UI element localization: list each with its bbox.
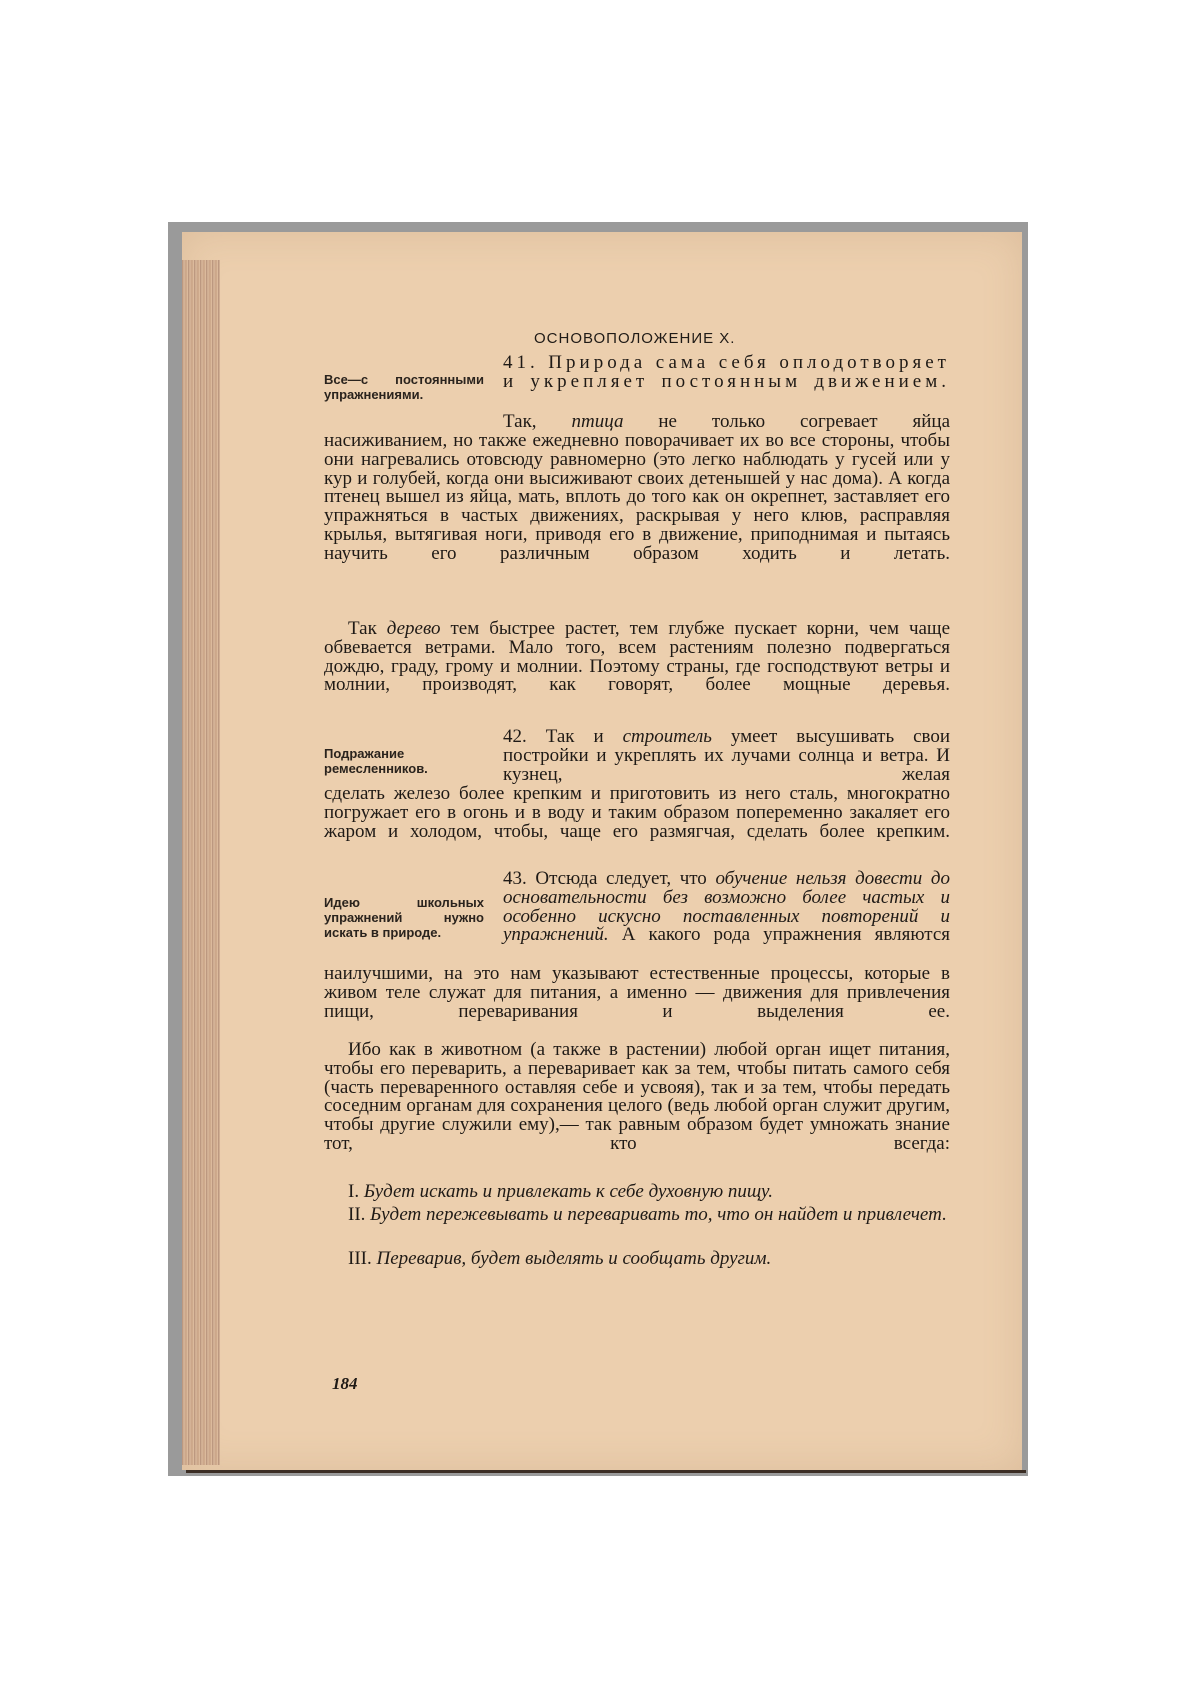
list-item-2: II. Будет пережевывать и переваривать то, что он найдет и привлечет.	[348, 1204, 947, 1225]
paragraph-42-start: 42. Так и строитель умеет высушивать свои постройки и укреплять их лучами солнца и ветра. И кузнец, желая	[503, 726, 951, 785]
paragraph-43: наилучшими, на это нам указывают естественные процессы, которые в живом теле служат для питания, а именно — движения для привлечения пищи, переваривания и выделения ее.	[324, 963, 950, 1022]
side-note-3: Идею школьных упражнений нужно искать в природе.	[324, 895, 484, 940]
page-header: ОСНОВОПОЛОЖЕНИЕ X.	[534, 330, 736, 347]
page-number: 184	[332, 1374, 358, 1393]
paragraph-43-start: 43. Отсюда следует, что обучение нельзя довести до основательности без возможно более частых и особенно искусно поставленных повторений и упражнений. А какого рода упражнения являются	[503, 868, 951, 946]
list-item-1: I. Будет искать и привлекать к себе духовную пищу.	[348, 1181, 773, 1202]
paragraph-41-intro: 41. Природа сама себя оплодотворяет и укрепляет постоянным движением.	[503, 352, 950, 392]
paragraph-41-bird-start: Так, птица не только согревает яйца	[503, 411, 951, 432]
paragraph-41-tree: Так дерево тем быстрее растет, тем глубже пускает корни, чем чаще обвевается ветрами. Мало того, всем растениям полезно подвергаться дождю, граду, грому и молнии. Поэтому страны, где господствуют ветры и молнии, производят, как говорят, более мощные деревья.	[324, 618, 950, 696]
side-note-2: Подражание ремесленников.	[324, 746, 428, 776]
paragraph-42: сделать железо более крепким и приготовить из него сталь, многократно погружает его в огонь и в воду и таким образом попеременно закаляет его жаром и холодом, чтобы, чаще его размягчая, сделать более крепким.	[324, 783, 950, 842]
paragraph-43-digestion: Ибо как в животном (а также в растении) любой орган ищет питания, чтобы его переварить, а переваривает как за тем, чтобы питать самого себя (часть переваренного оставляя себе и усвояя), так и за тем, чтобы передать соседним органам для сохранения целого (ведь любой орган служит другим, чтобы другие служили ему),— так равным образом будет умножать знание тот, кто всегда:	[324, 1039, 950, 1154]
page-edges	[182, 260, 220, 1465]
list-item-3: III. Переварив, будет выделять и сообщать другим.	[348, 1248, 772, 1269]
paragraph-41-bird: насиживанием, но также ежедневно поворачивает их во все стороны, чтобы они нагревались отовсюду равномерно (это легко наблюдать у гусей или у кур и голубей, когда они высиживают своих детенышей у нас дома). А когда птенец вышел из яйца, мать, вплоть до того как он окрепнет, заставляет его упражняться в частых движениях, раскрывая у него клюв, расправляя крылья, вытягивая ноги, приводя его в движение, приподнимая и пытаясь научить его различным образом ходить и летать.	[324, 430, 950, 564]
side-note-1: Все—с постоянными упражнениями.	[324, 372, 484, 402]
